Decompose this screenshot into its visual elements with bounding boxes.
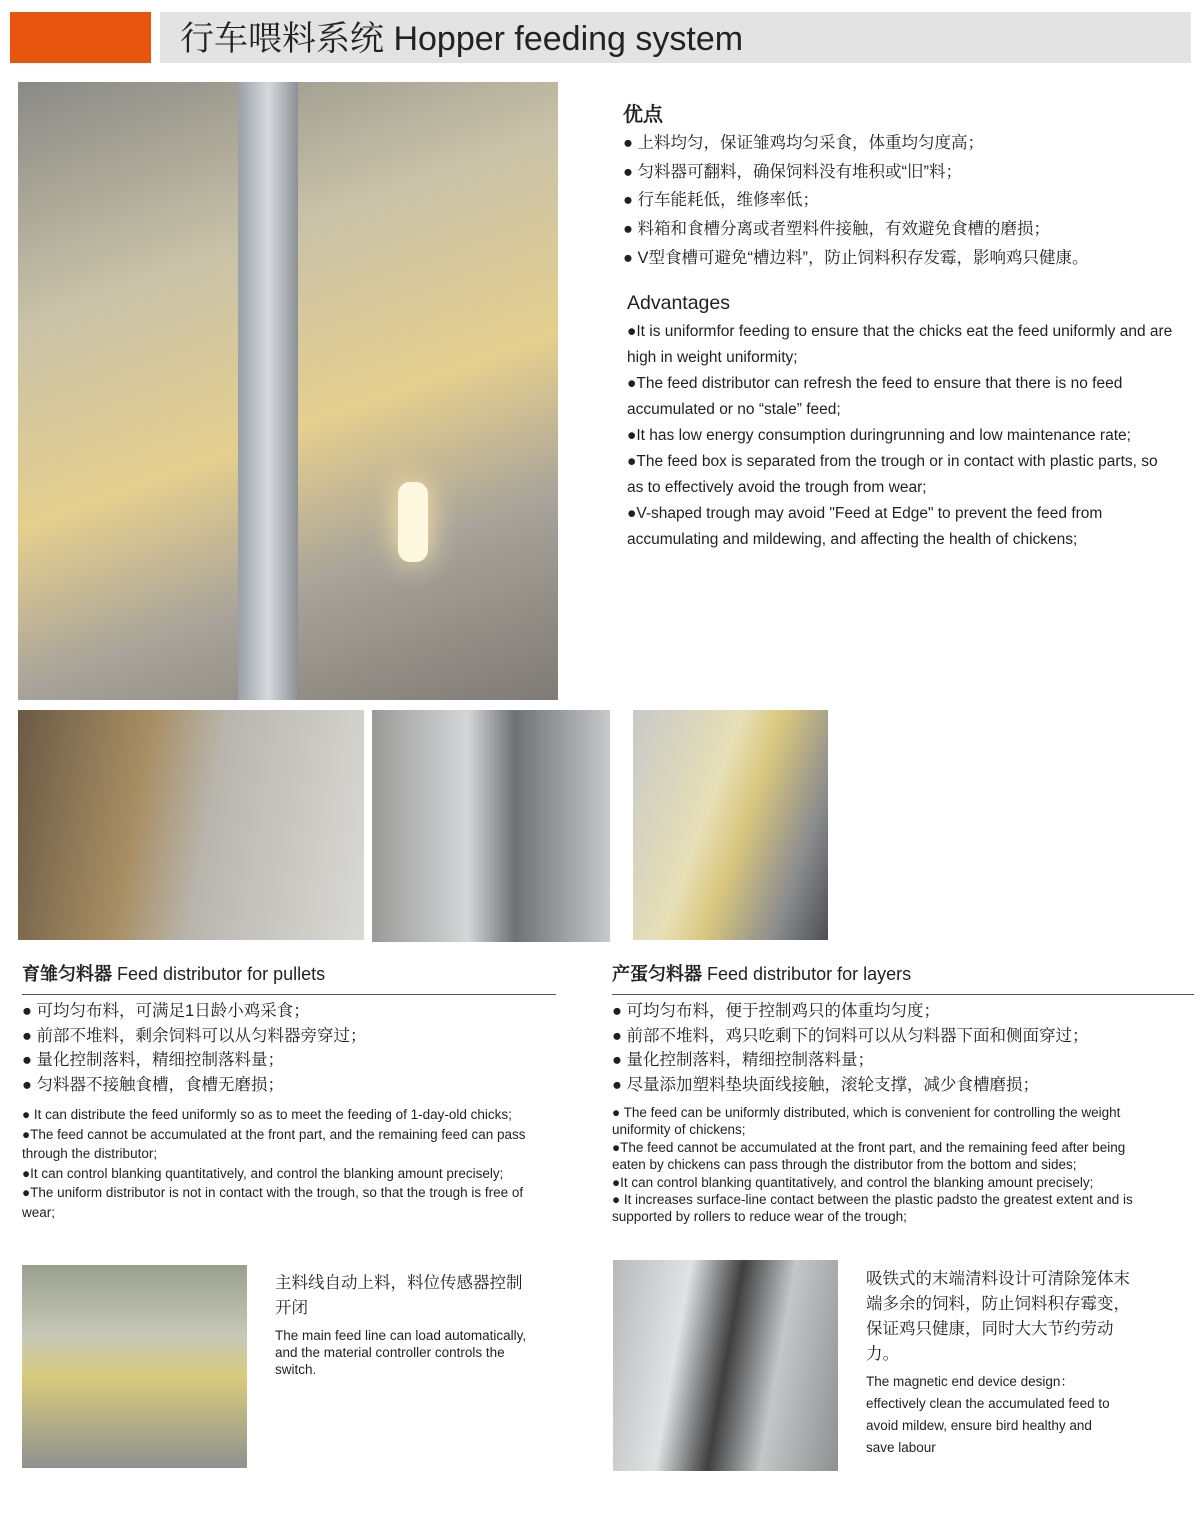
list-item: ● 量化控制落料，精细控制落料量； — [22, 1051, 285, 1069]
layers-title-en: Feed distributor for layers — [707, 964, 912, 984]
pullets-section — [22, 960, 556, 1223]
list-item: ●The feed box is separated from the trough or in contact with plastic parts, so as to effectively avoid the trough from wear; — [627, 453, 1158, 496]
list-item: ● 料箱和食槽分离或者塑料件接触，有效避免食槽的磨损； — [623, 220, 1051, 239]
list-item: ● V型食槽可避免“槽边料”，防止饲料积存发霉，影响鸡只健康。 — [623, 248, 1089, 267]
list-item: ●It can control blanking quantitatively, and control the blanking amount precisely; — [22, 1165, 504, 1181]
list-item: ●The uniform distributor is not in contact with the trough, so that the trough is free of wear; — [22, 1185, 524, 1220]
main-feed-line-photo — [22, 1265, 247, 1468]
feed-trough-photo — [633, 710, 828, 940]
list-item: ● The feed can be uniformly distributed, which is convenient for controlling the weight uniformity of chickens; — [612, 1105, 1121, 1138]
advantages-en-title: Advantages — [627, 292, 730, 314]
list-item: ● 前部不堆料，鸡只吃剩下的饲料可以从匀料器下面和侧面穿过； — [612, 1026, 1089, 1045]
list-item: ●The feed cannot be accumulated at the front part, and the remaining feed after being eaten by chickens can pass through the distributor from the bottom and sides; — [612, 1139, 1126, 1173]
list-item: ●The feed distributor can refresh the feed to ensure that there is no feed accumulated or no “stale” feed; — [627, 375, 1123, 418]
pullets-title-cn: 育雏匀料器 — [22, 964, 112, 984]
advantages-en-section — [627, 292, 1177, 553]
hopper-system-photo — [18, 82, 558, 700]
list-item: ● It can distribute the feed uniformly so as to meet the feeding of 1-day-old chicks; — [22, 1107, 512, 1122]
list-item: ● 匀料器可翻料，确保饲料没有堆积或“旧”料； — [623, 162, 963, 181]
pullet-cage-photo — [18, 710, 364, 940]
end-clean-en: The magnetic end device design：effectively clean the accumulated feed to avoid mildew, ensure bird healthy and save labour — [866, 1374, 1110, 1455]
main-feed-line-en: The main feed line can load automatically, and the material controller controls the switch. — [275, 1328, 527, 1377]
list-item: ● 行车能耗低，维修率低； — [623, 191, 820, 210]
list-item: ●It has low energy consumption duringrunning and low maintenance rate; — [627, 427, 1131, 444]
list-item: ●It can control blanking quantitatively, and control the blanking amount precisely; — [612, 1174, 1094, 1190]
list-item: ● 可均匀布料，可满足1日龄小鸡采食； — [22, 1002, 310, 1020]
advantages-cn-section — [623, 98, 1089, 273]
layers-section — [612, 960, 1194, 1226]
end-clean-cn: 吸铁式的末端清料设计可清除笼体末端多余的饲料，防止饲料积存霉变，保证鸡只健康，同时大大节约劳动力。 — [866, 1270, 1130, 1363]
magnetic-end-device-photo — [613, 1260, 838, 1471]
main-feed-line-cn: 主料线自动上料，料位传感器控制开闭 — [275, 1274, 523, 1317]
list-item: ●It is uniformfor feeding to ensure that the chicks eat the feed uniformly and are high in weight uniformity; — [627, 323, 1173, 366]
header-accent-block — [10, 12, 151, 63]
feed-distributor-photo — [372, 710, 610, 942]
list-item: ● 量化控制落料，精细控制落料量； — [612, 1051, 875, 1069]
advantages-cn-title: 优点 — [623, 104, 663, 126]
pullets-title-en: Feed distributor for pullets — [117, 964, 326, 984]
list-item: ● 前部不堆料，剩余饲料可以从匀料器旁穿过； — [22, 1026, 367, 1045]
list-item: ●V-shaped trough may avoid "Feed at Edge" to prevent the feed from accumulating and mildewing, and affecting the health of chickens; — [627, 505, 1103, 548]
list-item: ●The feed cannot be accumulated at the front part, and the remaining feed can pass through the distributor; — [22, 1126, 526, 1162]
layers-title-cn: 产蛋匀料器 — [612, 964, 702, 984]
list-item: ● 匀料器不接触食槽，食槽无磨损； — [22, 1075, 285, 1094]
end-clean-caption — [866, 1267, 1136, 1459]
list-item: ● 上料均匀，保证雏鸡均匀采食，体重均匀度高； — [623, 134, 985, 152]
list-item: ● It increases surface-line contact between the plastic padsto the greatest extent and is supported by rollers to reduce wear of the trough; — [612, 1192, 1133, 1225]
list-item: ● 可均匀布料，便于控制鸡只的体重均匀度； — [612, 1002, 941, 1020]
main-feed-line-caption — [275, 1271, 535, 1378]
page-title: 行车喂料系统 Hopper feeding system — [160, 12, 1191, 63]
list-item: ● 尽量添加塑料垫块面线接触，滚轮支撑，减少食槽磨损； — [612, 1075, 1040, 1094]
